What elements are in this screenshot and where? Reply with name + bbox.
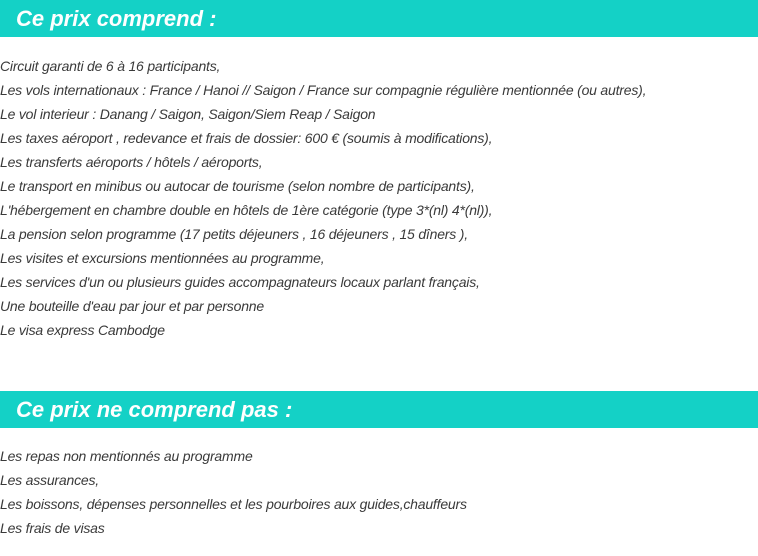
list-item: Les assurances,	[0, 472, 99, 488]
list-item: L'hébergement en chambre double en hôtels de 1ère catégorie (type 3*(nl) 4*(nl)),	[0, 202, 493, 218]
list-item: Le transport en minibus ou autocar de tourisme (selon nombre de participants),	[0, 178, 475, 194]
list-item: Les transferts aéroports / hôtels / aéroports,	[0, 154, 263, 170]
list-item: Circuit garanti de 6 à 16 participants,	[0, 58, 221, 74]
list-item: Les vols internationaux : France / Hanoi // Saigon / France sur compagnie régulière mentionnée (ou autres),	[0, 82, 647, 98]
excluded-list	[0, 444, 758, 540]
list-item: La pension selon programme (17 petits déjeuners , 16 déjeuners , 15 dîners ),	[0, 226, 468, 242]
list-item: Le vol interieur : Danang / Saigon, Saigon/Siem Reap / Saigon	[0, 106, 376, 122]
section-header-excluded: Ce prix ne comprend pas :	[0, 391, 758, 428]
list-item: Les visites et excursions mentionnées au programme,	[0, 250, 325, 266]
list-item: Les frais de visas	[0, 520, 105, 536]
list-item: Une bouteille d'eau par jour et par personne	[0, 298, 264, 314]
list-item: Les repas non mentionnés au programme	[0, 448, 253, 464]
section-header-included: Ce prix comprend :	[0, 0, 758, 37]
list-item: Les boissons, dépenses personnelles et les pourboires aux guides,chauffeurs	[0, 496, 467, 512]
list-item: Le visa express Cambodge	[0, 322, 165, 338]
list-item: Les services d'un ou plusieurs guides accompagnateurs locaux parlant français,	[0, 274, 480, 290]
included-list	[0, 54, 758, 342]
list-item: Les taxes aéroport , redevance et frais de dossier: 600 € (soumis à modifications),	[0, 130, 493, 146]
